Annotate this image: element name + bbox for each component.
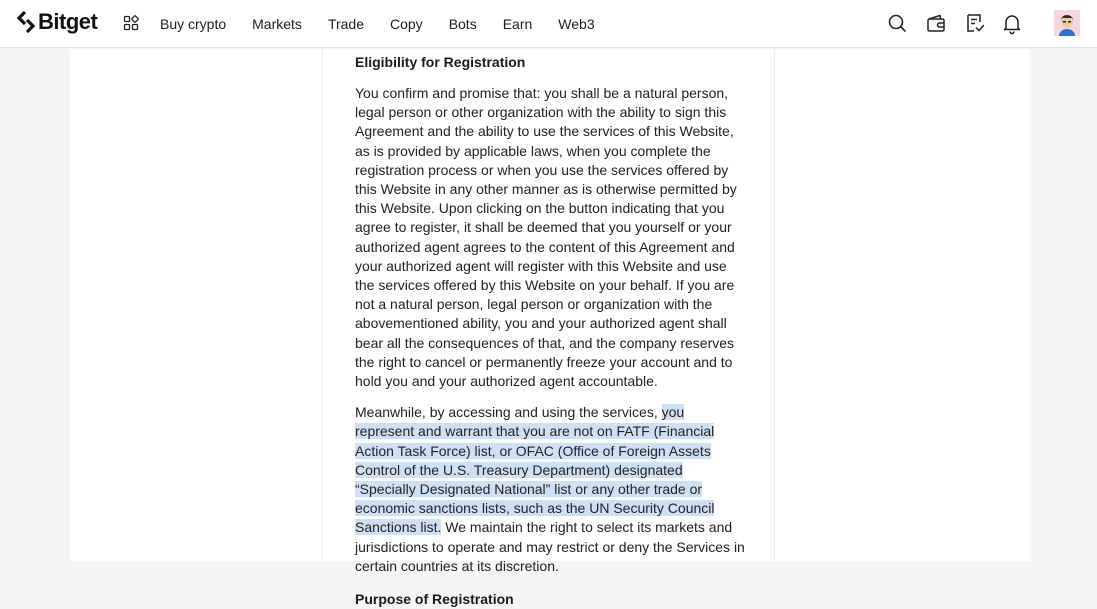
agreement-document[interactable]	[322, 49, 775, 608]
bitget-logo[interactable]	[16, 9, 97, 35]
nav-markets[interactable]: Markets	[252, 16, 302, 32]
avatar-illustration-icon	[1054, 10, 1080, 36]
orders-icon[interactable]	[964, 12, 986, 34]
nav-earn[interactable]: Earn	[502, 16, 533, 32]
top-navigation-bar	[0, 0, 1097, 48]
document-body	[355, 53, 745, 609]
main-nav	[160, 0, 621, 48]
sanctions-text-pre: Meanwhile, by accessing and using the services,	[355, 404, 662, 421]
sanctions-text-post: We maintain the right to select its markets and jurisdictions to operate and may restrict or deny the Services in certain countries at its discretion.	[355, 519, 745, 574]
search-icon[interactable]	[886, 12, 908, 34]
bell-icon[interactable]	[1001, 12, 1023, 34]
nav-web3[interactable]: Web3	[558, 16, 595, 32]
user-avatar[interactable]	[1054, 10, 1080, 36]
highlighted-selection: you represent and warrant that you are not on FATF (Financial Action Task Force) list, or OFAC (Office of Foreign Assets Control of the U.S. Treasury Department) designated “Specially Designated National” list or any other trade or economic sanctions lists, such as the UN Security Council Sanctions list.	[355, 404, 715, 536]
section-heading-purpose: Purpose of Registration	[355, 591, 514, 608]
nav-bots[interactable]: Bots	[448, 16, 477, 32]
eligibility-paragraph: You confirm and promise that: you shall be a natural person, legal person or other organization with the ability to sign this Agreement and the ability to use the services of this Website, as is provided by applicable laws, when you complete the registration process or when you use the services offered by this Website in any other manner as is otherwise permitted by this Website. Upon clicking on the button indicating that you agree to register, it shall be deemed that you yourself or your authorized agent agrees to the content of this Agreement and your authorized agent will register with this Website and use the services offered by this Website on your behalf. If you are not a natural person, legal person or organization with the abovementioned ability, you and your authorized agent shall bear all the consequences of that, and the company reserves the right to cancel or permanently freeze your account and to hold you and your authorized agent accountable.	[355, 85, 737, 390]
wallet-icon[interactable]	[925, 12, 947, 34]
nav-buy-crypto[interactable]: Buy crypto	[160, 16, 227, 32]
brand-name: Bitget	[38, 9, 98, 34]
nav-copy[interactable]: Copy	[390, 16, 423, 32]
nav-trade[interactable]: Trade	[327, 16, 364, 32]
sanctions-paragraph	[355, 403, 745, 576]
apps-grid-icon[interactable]	[123, 15, 139, 31]
section-heading-eligibility: Eligibility for Registration	[355, 54, 526, 70]
bitget-logo-mark	[16, 11, 36, 33]
